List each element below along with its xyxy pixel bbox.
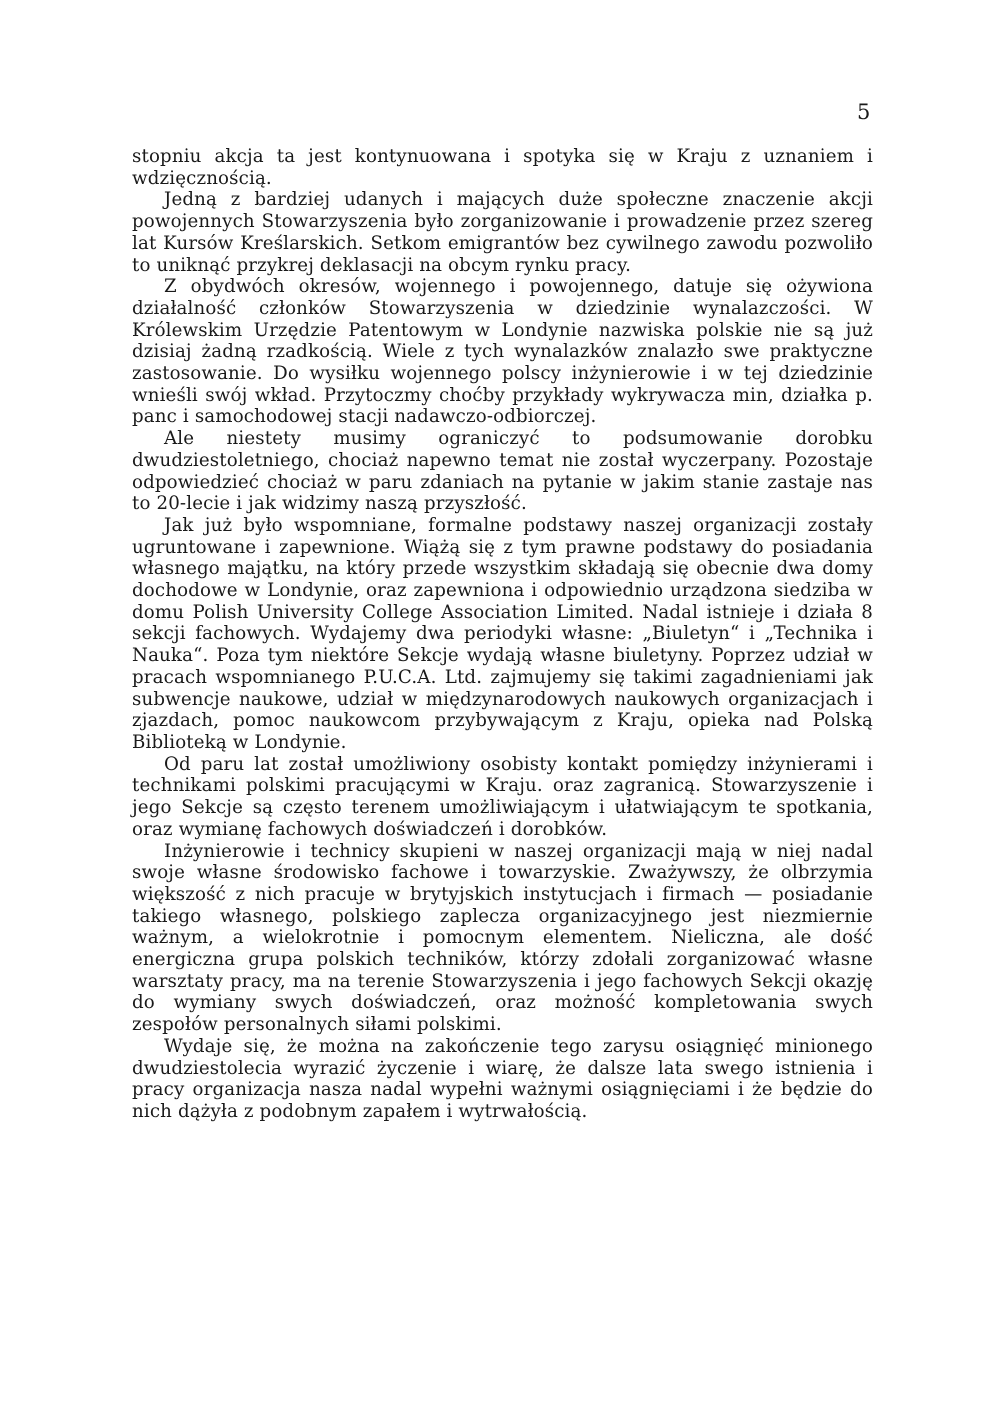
paragraph-1: stopniu akcja ta jest kontynuowana i spotyka się w Kraju z uznaniem i wdzięcznością.: [132, 146, 873, 189]
paragraph-6: Od paru lat został umożliwiony osobisty kontakt pomiędzy inżynierami i technikami polskimi pracującymi w Kraju. oraz zagranicą. Stowarzyszenie i jego Sekcje są często terenem umożliwiającym i ułatwiającym te spotkania, oraz wymianę fachowych doświadczeń i dorobków.: [132, 753, 873, 840]
body-text: [132, 146, 873, 1123]
paragraph-7: Inżynierowie i technicy skupieni w naszej organizacji mają w niej nadal swoje własne środowisko fachowe i towarzyskie. Zważywszy, że olbrzymia większość z nich pracuje w brytyjskich instytucjach i firmach — posiadanie takiego własnego, polskiego zaplecza organizacyjnego jest niezmiernie ważnym, a wielokrotnie i pomocnym elementem. Nieliczna, ale dość energiczna grupa polskich techników, którzy zdołali zorganizować własne warsztaty pracy, ma na terenie Stowarzyszenia i jego fachowych Sekcji okazję do wymiany swych doświadczeń, oraz możność kompletowania swych zespołów personalnych siłami polskimi.: [132, 840, 873, 1036]
paragraph-5: Jak już było wspomniane, formalne podstawy naszej organizacji zostały ugruntowane i zapewnione. Wiążą się z tym prawne podstawy do posiadania własnego majątku, na który przede wszystkim składają się obecnie dwa domy dochodowe w Londynie, oraz zapewniona i odpowiednio urządzona siedziba w domu Polish University College Association Limited. Nadal istnieje i działa 8 sekcji fachowych. Wydajemy dwa periodyki własne: „Biuletyn“ i „Technika i Nauka“. Poza tym niektóre Sekcje wydają własne biuletyny. Poprzez udział w pracach wspomnianego P.U.C.A. Ltd. zajmujemy się takimi zagadnieniami jak subwencje naukowe, udział w międzynarodowych naukowych organizacjach i zjazdach, pomoc naukowcom przybywającym z Kraju, opieka nad Polską Biblioteką w Londynie.: [132, 514, 873, 753]
paragraph-2: Jedną z bardziej udanych i mających duże społeczne znaczenie akcji powojennych Stowarzyszenia było zorganizowanie i prowadzenie przez szereg lat Kursów Kreślarskich. Setkom emigrantów bez cywilnego zawodu pozwoliło to uniknąć przykrej deklasacji na obcym rynku pracy.: [132, 189, 873, 276]
page-number: 5: [857, 100, 871, 124]
paragraph-3: Z obydwóch okresów, wojennego i powojennego, datuje się ożywiona działalność członków Stowarzyszenia w dziedzinie wynalazczości. W Królewskim Urzędzie Patentowym w Londynie nazwiska polskie nie są już dzisiaj żadną rzadkością. Wiele z tych wynalazków znalazło swe praktyczne zastosowanie. Do wysiłku wojennego polscy inżynierowie i w tej dziedzinie wnieśli swój wkład. Przytoczmy choćby przykłady wykrywacza min, działka p. panc i samochodowej stacji nadawczo-odbiorczej.: [132, 276, 873, 428]
paragraph-4: Ale niestety musimy ograniczyć to podsumowanie dorobku dwudziestoletniego, chociaż napewno temat nie został wyczerpany. Pozostaje odpowiedzieć chociaż w paru zdaniach na pytanie w jakim stanie zastaje nas to 20-lecie i jak widzimy naszą przyszłość.: [132, 428, 873, 515]
paragraph-8: Wydaje się, że można na zakończenie tego zarysu osiągnięć minionego dwudziestolecia wyrazić życzenie i wiarę, że dalsze lata swego istnienia i pracy organizacja nasza nadal wypełni ważnymi osiągnięciami i że będzie do nich dążyła z podobnym zapałem i wytrwałością.: [132, 1035, 873, 1122]
